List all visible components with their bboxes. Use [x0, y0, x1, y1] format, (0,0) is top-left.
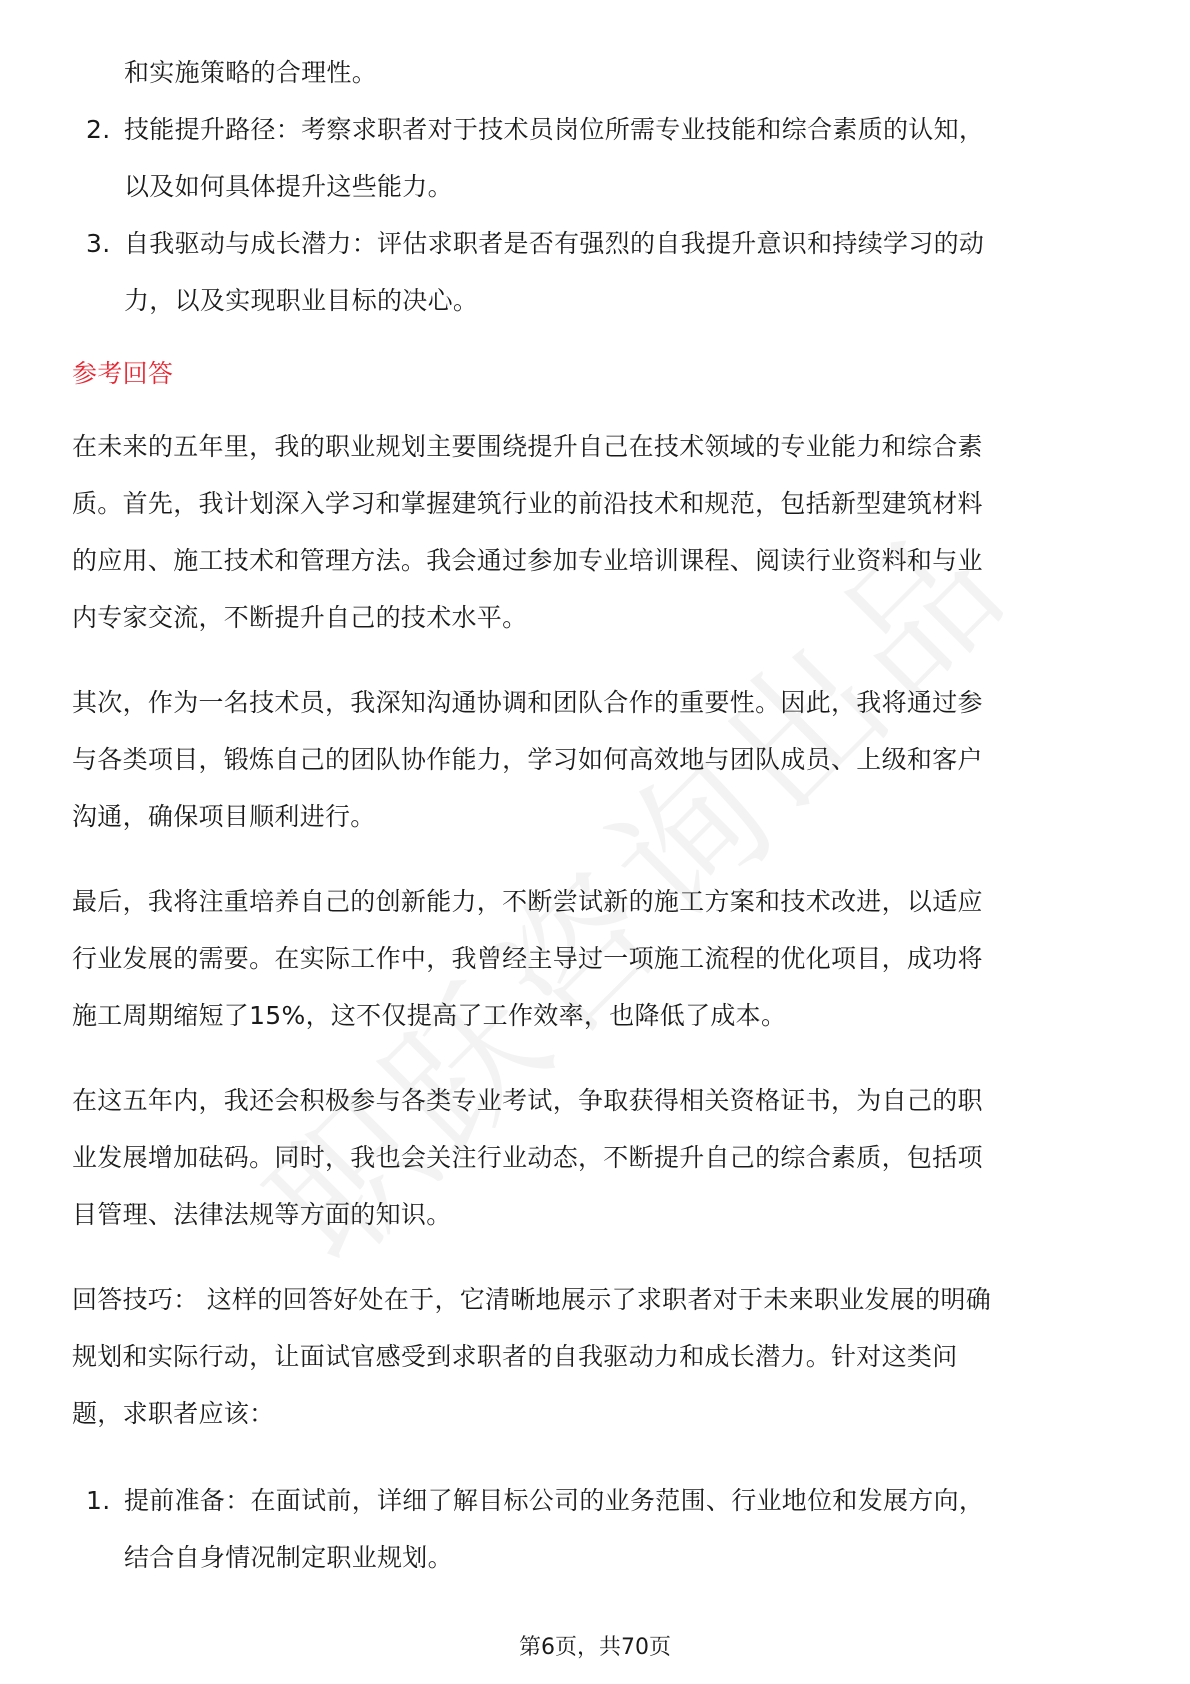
paragraph-4: [72, 1072, 1112, 1243]
text-line: 目管理、法律法规等方面的知识。: [72, 1200, 452, 1229]
text-line: 业发展增加砝码。同时，我也会关注行业动态，不断提升自己的综合素质，包括项: [72, 1143, 983, 1172]
text-line: 技能提升路径：考察求职者对于技术员岗位所需专业技能和综合素质的认知，: [124, 115, 985, 144]
text-line: 最后，我将注重培养自己的创新能力，不断尝试新的施工方案和技术改进，以适应: [72, 887, 983, 916]
list-item-3: [72, 215, 1112, 329]
list-item-1-continuation: 和实施策略的合理性。: [124, 58, 378, 87]
paragraph-2: [72, 674, 1112, 845]
text-line: 规划和实际行动，让面试官感受到求职者的自我驱动力和成长潜力。针对这类问: [72, 1342, 958, 1371]
text-line: 回答技巧： 这样的回答好处在于，它清晰地展示了求职者对于未来职业发展的明确: [72, 1285, 992, 1314]
list-item-2: [72, 101, 1112, 215]
text-line: 沟通，确保项目顺利进行。: [72, 802, 376, 831]
text-line: 的应用、施工技术和管理方法。我会通过参加专业培训课程、阅读行业资料和与业: [72, 546, 983, 575]
list-text: [124, 215, 1112, 329]
text-line: 在这五年内，我还会积极参与各类专业考试，争取获得相关资格证书，为自己的职: [72, 1086, 983, 1115]
list-text: [124, 101, 1112, 215]
paragraph-1: [72, 418, 1112, 646]
text-line: 自我驱动与成长潜力：评估求职者是否有强烈的自我提升意识和持续学习的动: [124, 229, 985, 258]
section-heading: 参考回答: [72, 359, 174, 388]
paragraph-3: [72, 873, 1112, 1044]
text-line: 施工周期缩短了15%，这不仅提高了工作效率，也降低了成本。: [72, 1001, 787, 1030]
list-number: 2.: [86, 115, 111, 144]
list-text: [124, 1472, 1112, 1586]
text-line: 其次，作为一名技术员，我深知沟通协调和团队合作的重要性。因此，我将通过参: [72, 688, 983, 717]
text-line: 质。首先，我计划深入学习和掌握建筑行业的前沿技术和规范，包括新型建筑材料: [72, 489, 983, 518]
list-number: 3.: [86, 229, 111, 258]
text-line: 在未来的五年里，我的职业规划主要围绕提升自己在技术领域的专业能力和综合素: [72, 432, 983, 461]
tips-list-item-1: [72, 1472, 1112, 1586]
text-line: 提前准备：在面试前，详细了解目标公司的业务范围、行业地位和发展方向，: [124, 1486, 985, 1515]
text-line: 与各类项目，锻炼自己的团队协作能力，学习如何高效地与团队成员、上级和客户: [72, 745, 983, 774]
list-number: 1.: [86, 1486, 111, 1515]
text-line: 力，以及实现职业目标的决心。: [124, 286, 479, 315]
page-number-footer: 第6页，共70页: [519, 1635, 671, 1660]
text-line: 行业发展的需要。在实际工作中，我曾经主导过一项施工流程的优化项目，成功将: [72, 944, 983, 973]
text-line: 以及如何具体提升这些能力。: [124, 172, 453, 201]
text-line: 结合自身情况制定职业规划。: [124, 1543, 453, 1572]
page-content: [72, 44, 1112, 1586]
answer-tips-paragraph: [72, 1271, 1112, 1442]
text-line: 题，求职者应该：: [72, 1399, 275, 1428]
text-line: 内专家交流，不断提升自己的技术水平。: [72, 603, 528, 632]
